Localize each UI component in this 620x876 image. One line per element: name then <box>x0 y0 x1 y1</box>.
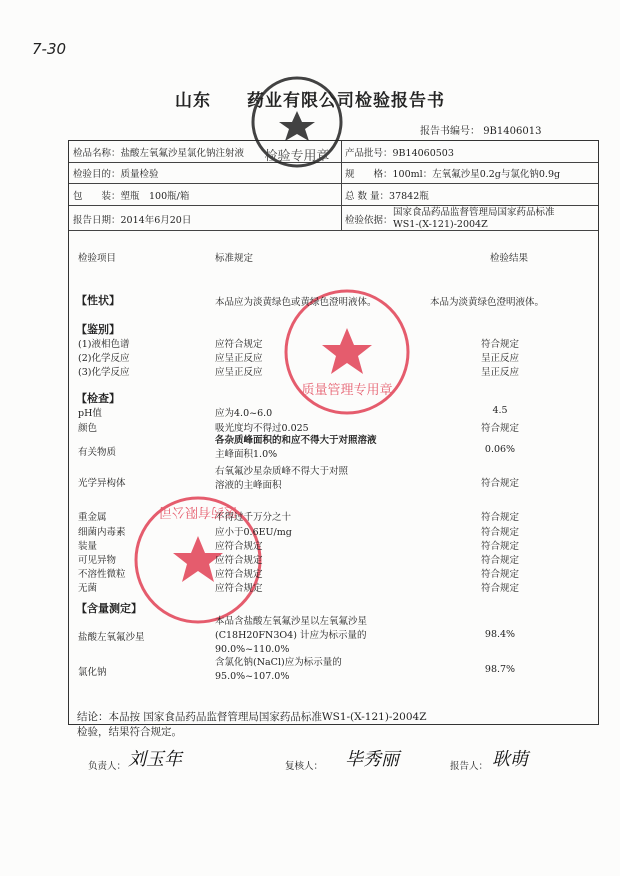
result: 符合规定 <box>480 569 519 580</box>
report-number-value: 9B1406013 <box>483 126 542 137</box>
standard-line: 右氧氟沙星杂质峰不得大于对照 <box>215 466 349 477</box>
reviewer-signature: 毕秀丽 <box>345 749 399 770</box>
label: 包 装： <box>73 191 121 202</box>
standard-line: 溶液的主峰面积 <box>215 480 282 491</box>
standard-line: (C18H20FN3O4) 计应为标示量的 <box>215 630 367 641</box>
item: 颜色 <box>78 423 98 434</box>
reviewer-label: 复核人： <box>285 761 324 772</box>
conclusion <box>77 710 427 740</box>
label: 总 数 量： <box>345 191 390 202</box>
header-standard: 标准规定 <box>215 253 254 264</box>
label: 报告日期： <box>73 215 121 226</box>
result: 98.4% <box>484 629 516 640</box>
item: 不溶性微粒 <box>78 569 126 580</box>
inspection-basis-label: 检验依据： <box>345 215 393 226</box>
item: 装量 <box>78 541 98 552</box>
standard-line: 90.0%~110.0% <box>215 644 290 655</box>
reporter-signature: 耿萌 <box>492 749 528 770</box>
report-title: 山东 药业有限公司检验报告书 <box>175 91 445 111</box>
item: 细菌内毒素 <box>78 527 126 538</box>
section-tests: 【检查】 <box>76 392 120 405</box>
standard: 本品应为淡黄绿色或黄绿色澄明液体。 <box>215 297 377 308</box>
result: 98.7% <box>484 664 516 675</box>
stamp-text: 检验专用章 <box>264 149 330 164</box>
inspection-purpose <box>73 166 159 180</box>
section-appearance: 【性状】 <box>76 294 120 307</box>
value: 37842瓶 <box>389 191 429 202</box>
standard-line: 95.0%~107.0% <box>215 671 290 682</box>
packaging <box>73 188 189 202</box>
value: 质量检验 <box>120 169 159 180</box>
standard: 应符合规定 <box>215 569 263 580</box>
item: 氯化钠 <box>78 667 107 678</box>
item: 重金属 <box>78 512 107 523</box>
result: 符合规定 <box>480 555 519 566</box>
stamp-text: 医药有限公司 <box>158 504 238 519</box>
stamp-text: 质量管理专用章 <box>301 383 393 398</box>
label: 产品批号： <box>345 148 393 159</box>
value: 9B14060503 <box>392 148 454 159</box>
item: 可见异物 <box>78 555 117 566</box>
standard <box>215 656 342 684</box>
result: 4.5 <box>492 405 508 416</box>
value: 塑瓶 100瓶/箱 <box>120 191 190 202</box>
result: 符合规定 <box>480 339 519 350</box>
item: 无菌 <box>78 583 98 594</box>
standard <box>215 615 367 657</box>
item: (1)液相色谱 <box>78 339 130 350</box>
header-result: 检验结果 <box>490 253 529 264</box>
value: 2014年6月20日 <box>120 215 192 226</box>
standard: 应符合规定 <box>215 583 263 594</box>
result: 符合规定 <box>480 478 519 489</box>
standard-line: 主峰面积1.0% <box>215 449 278 460</box>
header-item: 检验项目 <box>78 253 117 264</box>
result: 符合规定 <box>480 583 519 594</box>
item: 光学异构体 <box>78 478 126 489</box>
label: 规 格： <box>345 169 393 180</box>
responsible-signature: 刘玉年 <box>128 749 182 770</box>
standard-line: 各杂质峰面积的和应不得大于对照溶液 <box>215 435 377 446</box>
basis-line: 国家食品药品监督管理局国家药品标准 <box>393 207 555 218</box>
result: 呈正反应 <box>480 367 519 378</box>
inspection-basis <box>393 207 555 231</box>
standard: 应为4.0~6.0 <box>215 408 273 419</box>
result: 符合规定 <box>480 541 519 552</box>
red-quality-stamp <box>286 291 408 413</box>
standard-line: 含氯化钠(NaCl)应为标示量的 <box>215 657 342 668</box>
standard: 应符合规定 <box>215 541 263 552</box>
basis-line: WS1-(X-121)-2004Z <box>393 219 488 230</box>
item: (3)化学反应 <box>78 367 130 378</box>
responsible-label: 负责人： <box>88 761 127 772</box>
total-quantity <box>345 188 429 202</box>
standard <box>215 465 348 493</box>
standard-line: 本品含盐酸左氧氟沙星以左氧氟沙星 <box>215 616 368 627</box>
conclusion-line: 检验，结果符合规定。 <box>77 726 182 738</box>
standard: 吸光度均不得过0.025 <box>215 423 309 434</box>
section-identification: 【鉴别】 <box>76 323 120 336</box>
result: 呈正反应 <box>480 353 519 364</box>
item: pH值 <box>78 408 102 419</box>
report-number-label: 报告书编号： <box>420 126 480 137</box>
handwritten-note: 7-30 <box>32 40 67 58</box>
conclusion-line: 结论：本品按 国家食品药品监督管理局国家药品标准WS1-(X-121)-2004Z <box>77 711 427 723</box>
item: 盐酸左氧氟沙星 <box>78 632 145 643</box>
standard: 应呈正反应 <box>215 367 263 378</box>
item: 有关物质 <box>78 447 117 458</box>
item: (2)化学反应 <box>78 353 130 364</box>
label: 检验目的： <box>73 169 121 180</box>
result: 符合规定 <box>480 527 519 538</box>
standard: 不得过千万分之十 <box>215 512 292 523</box>
standard: 应呈正反应 <box>215 353 263 364</box>
section-assay: 【含量测定】 <box>76 602 142 615</box>
batch-number <box>345 145 454 159</box>
standard <box>215 434 377 462</box>
product-name <box>73 145 244 159</box>
standard: 应小于0.6EU/mg <box>215 527 292 538</box>
standard: 应符合规定 <box>215 555 263 566</box>
result: 本品为淡黄绿色澄明液体。 <box>430 297 545 308</box>
result: 0.06% <box>484 444 516 455</box>
result: 符合规定 <box>480 423 519 434</box>
label: 检品名称： <box>73 148 121 159</box>
reporter-label: 报告人： <box>450 761 489 772</box>
standard: 应符合规定 <box>215 339 263 350</box>
value: 盐酸左氧氟沙星氯化钠注射液 <box>120 148 245 159</box>
report-date <box>73 212 191 226</box>
specification <box>345 166 560 180</box>
report-number <box>420 122 541 137</box>
value: 100ml：左氧氟沙星0.2g与氯化钠0.9g <box>392 169 561 180</box>
result: 符合规定 <box>480 512 519 523</box>
